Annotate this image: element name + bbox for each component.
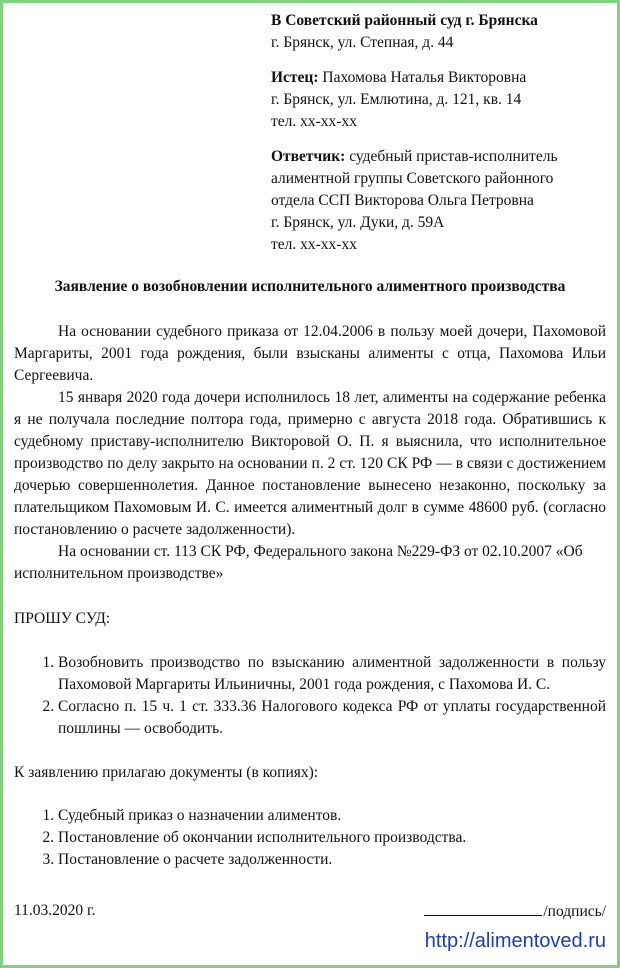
defendant-line3: отдела ССП Викторова Ольга Петровна (271, 192, 534, 209)
plaintiff-label: Истец: (271, 69, 319, 86)
signing-date: 11.03.2020 г. (14, 902, 96, 919)
attachment-item: 3. Постановление о расчете задолженности. (58, 849, 606, 871)
body-paragraph-2: 15 января 2020 года дочери исполнилось 18 лет, алименты на содержание ребенка я не получала последние полтора года, примерно с августа 2018 года. Обратившись к судебному приставу-исполнителю Викторовой О. П. я выяснила, что исполнительное производство по делу закрыто на основании п. 2 ст. 120 СК РФ — в связи с достижением дочерью совершеннолетия. Данное постановление вынесено незаконно, поскольку за плательщиком Пахомовым И. С. имеется алиментный долг в сумме 48600 руб. (согласно постановлению о расчете задолженности). (14, 389, 606, 538)
defendant-label: Ответчик: (271, 148, 346, 165)
defendant-line1: судебный пристав-исполнитель (349, 148, 558, 165)
request-item: 1. Возобновить производство по взысканию алиментной задолженности в пользу Пахомовой Маргариты Ильиничны, 2001 года рождения, с Пахомова И. С. (58, 652, 606, 696)
document-header (271, 10, 606, 256)
defendant-line2: алиментной группы Советского районного (271, 170, 554, 187)
attachments-heading: К заявлению прилагаю документы (в копиях): (14, 764, 319, 781)
court-title: В Советский районный суд г. Брянска (271, 12, 538, 29)
attachments-list (14, 805, 606, 871)
signature-line (424, 900, 542, 916)
defendant-phone: тел. хх-хх-хх (271, 236, 357, 253)
attachment-item: 2. Постановление об окончании исполнительного производства. (58, 827, 606, 849)
request-heading: ПРОШУ СУД: (14, 610, 111, 627)
document-title: Заявление о возобновлении исполнительного алиментного производства (54, 278, 566, 295)
request-list (14, 652, 606, 740)
request-item: 2. Согласно п. 15 ч. 1 ст. 333.36 Налогового кодекса РФ от уплаты государственной пошлины — освободить. (58, 696, 606, 740)
plaintiff-block (271, 67, 606, 133)
plaintiff-address: г. Брянск, ул. Емлютина, д. 121, кв. 14 (271, 91, 522, 108)
document (14, 10, 606, 871)
signature-block (424, 900, 606, 923)
body-paragraph-3: На основании ст. 113 СК РФ, Федерального закона №229-ФЗ от 02.10.2007 «Об исполнительном производстве» (14, 543, 583, 582)
signature-label: /подпись/ (543, 903, 606, 920)
site-url-link[interactable]: http://alimentoved.ru (424, 930, 606, 952)
plaintiff-name: Пахомова Наталья Викторовна (322, 69, 527, 86)
body-paragraph-1: На основании судебного приказа от 12.04.2006 в пользу моей дочери, Пахомовой Маргариты, 2001 года рождения, были взысканы алименты с отца, Пахомова Ильи Сергеевича. (14, 323, 606, 384)
attachment-item: 1. Судебный приказ о назначении алиментов. (58, 805, 606, 827)
court-block (271, 10, 606, 54)
defendant-block (271, 146, 606, 256)
defendant-address: г. Брянск, ул. Дуки, д. 59А (271, 214, 445, 231)
plaintiff-phone: тел. хх-хх-хх (271, 113, 357, 130)
court-address: г. Брянск, ул. Степная, д. 44 (271, 34, 454, 51)
